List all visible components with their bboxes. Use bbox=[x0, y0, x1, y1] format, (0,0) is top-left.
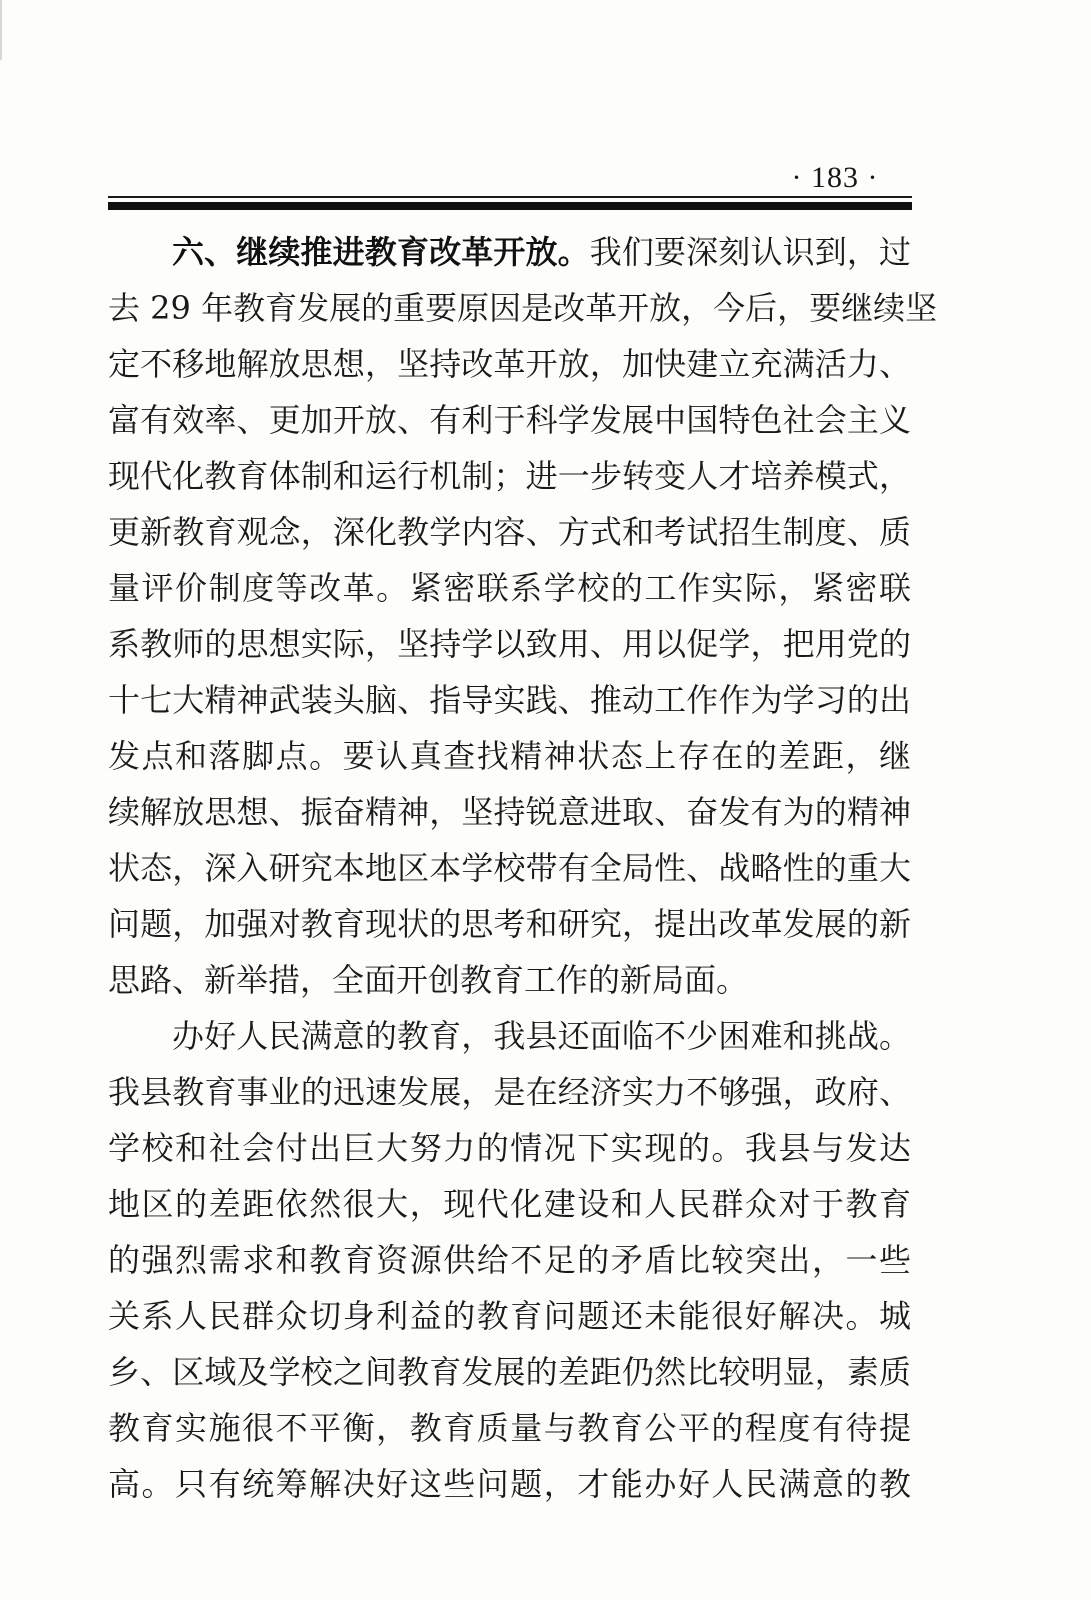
paragraph-1-line-8: 系教师的思想实际，坚持学以致用、用以促学，把用党的 bbox=[108, 625, 911, 663]
paragraph-1-line-1 bbox=[172, 224, 911, 280]
paragraph-1-line-7: 量评价制度等改革。紧密联系学校的工作实际，紧密联 bbox=[108, 569, 911, 607]
paragraph-1-line-9: 十七大精神武装头脑、指导实践、推动工作作为学习的出 bbox=[108, 681, 911, 719]
section-heading: 六、继续推进教育改革开放。 bbox=[172, 233, 590, 271]
paragraph-1-line-12: 状态，深入研究本地区本学校带有全局性、战略性的重大 bbox=[108, 849, 911, 887]
paragraph-2-line-8: 教育实施很不平衡，教育质量与教育公平的程度有待提 bbox=[108, 1409, 911, 1447]
page-number: · 183 · bbox=[791, 161, 879, 194]
paragraph-1-line-3: 定不移地解放思想，坚持改革开放，加快建立充满活力、 bbox=[108, 345, 911, 383]
paragraph-1-line-2: 去 29 年教育发展的重要原因是改革开放，今后，要继续坚 bbox=[108, 289, 938, 327]
paragraph-2-line-3: 学校和社会付出巨大努力的情况下实现的。我县与发达 bbox=[108, 1129, 911, 1167]
scan-edge-mark bbox=[0, 0, 2, 60]
paragraph-1-line-4: 富有效率、更加开放、有利于科学发展中国特色社会主义 bbox=[108, 401, 911, 439]
header-rule-thick bbox=[108, 202, 912, 210]
paragraph-2-line-2: 我县教育事业的迅速发展，是在经济实力不够强，政府、 bbox=[108, 1073, 911, 1111]
paragraph-2-line-9: 高。只有统筹解决好这些问题，才能办好人民满意的教 bbox=[108, 1465, 911, 1503]
paragraph-2-line-6: 关系人民群众切身利益的教育问题还未能很好解决。城 bbox=[108, 1297, 911, 1335]
paragraph-1-line-6: 更新教育观念，深化教学内容、方式和考试招生制度、质 bbox=[108, 513, 911, 551]
paragraph-2-line-4: 地区的差距依然很大，现代化建设和人民群众对于教育 bbox=[108, 1185, 911, 1223]
paragraph-2-line-5: 的强烈需求和教育资源供给不足的矛盾比较突出，一些 bbox=[108, 1241, 911, 1279]
paragraph-1-line-1-text: 我们要深刻认识到，过 bbox=[589, 233, 911, 271]
paragraph-1-line-10: 发点和落脚点。要认真查找精神状态上存在的差距，继 bbox=[108, 737, 911, 775]
paragraph-1-line-14: 思路、新举措，全面开创教育工作的新局面。 bbox=[108, 961, 749, 999]
header-rule-thin bbox=[108, 196, 912, 198]
paragraph-1-line-13: 问题，加强对教育现状的思考和研究，提出改革发展的新 bbox=[108, 905, 911, 943]
paragraph-2-line-7: 乡、区域及学校之间教育发展的差距仍然比较明显，素质 bbox=[108, 1353, 911, 1391]
paragraph-2-line-1: 办好人民满意的教育，我县还面临不少困难和挑战。 bbox=[172, 1017, 911, 1055]
paragraph-1-line-11: 续解放思想、振奋精神，坚持锐意进取、奋发有为的精神 bbox=[108, 793, 911, 831]
paragraph-1-line-5: 现代化教育体制和运行机制；进一步转变人才培养模式， bbox=[108, 457, 911, 495]
